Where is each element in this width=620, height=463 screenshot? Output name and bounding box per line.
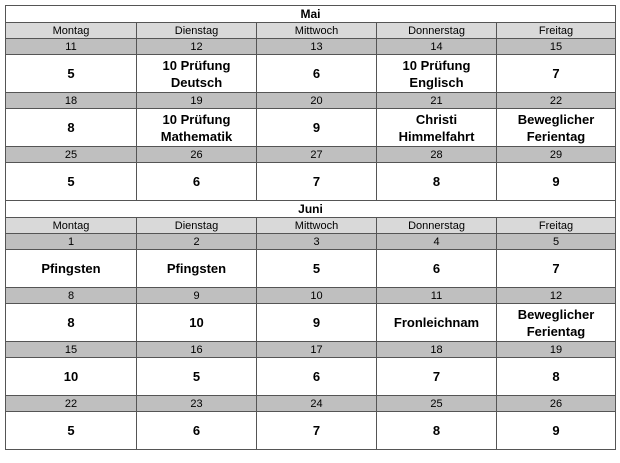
date-cell: 12 <box>497 288 616 304</box>
date-cell: 28 <box>377 147 497 163</box>
entry-cell: Fronleichnam <box>377 304 497 342</box>
date-cell: 15 <box>497 39 616 55</box>
entry-cell: 5 <box>6 412 137 450</box>
entry-cell: 10 Prüfung Mathematik <box>137 109 257 147</box>
date-cell: 19 <box>137 93 257 109</box>
weekday-header: Mittwoch <box>257 23 377 39</box>
date-cell: 18 <box>377 342 497 358</box>
date-cell: 14 <box>377 39 497 55</box>
entry-cell: 9 <box>257 109 377 147</box>
weekday-header: Montag <box>6 218 137 234</box>
entry-cell: 7 <box>257 163 377 201</box>
entry-cell: 9 <box>497 412 616 450</box>
date-cell: 10 <box>257 288 377 304</box>
entry-cell: 6 <box>257 358 377 396</box>
entry-cell: 5 <box>257 250 377 288</box>
date-cell: 18 <box>6 93 137 109</box>
date-cell: 25 <box>377 396 497 412</box>
entry-cell: 5 <box>137 358 257 396</box>
entry-cell: 9 <box>257 304 377 342</box>
date-cell: 11 <box>6 39 137 55</box>
date-cell: 29 <box>497 147 616 163</box>
entry-cell: 10 Prüfung Englisch <box>377 55 497 93</box>
entry-cell: 5 <box>6 163 137 201</box>
weekday-header: Dienstag <box>137 23 257 39</box>
date-cell: 1 <box>6 234 137 250</box>
weekday-header: Freitag <box>497 218 616 234</box>
date-cell: 12 <box>137 39 257 55</box>
date-cell: 27 <box>257 147 377 163</box>
weekday-header: Mittwoch <box>257 218 377 234</box>
entry-cell: Beweglicher Ferientag <box>497 304 616 342</box>
weekday-header: Montag <box>6 23 137 39</box>
date-cell: 15 <box>6 342 137 358</box>
timetable <box>5 5 615 450</box>
entry-cell: 7 <box>497 55 616 93</box>
date-cell: 13 <box>257 39 377 55</box>
month-june <box>6 201 616 450</box>
date-cell: 22 <box>497 93 616 109</box>
calendar-table <box>5 5 616 450</box>
entry-cell: 6 <box>137 412 257 450</box>
entry-cell: 6 <box>257 55 377 93</box>
date-cell: 17 <box>257 342 377 358</box>
date-cell: 24 <box>257 396 377 412</box>
entry-cell: Beweglicher Ferientag <box>497 109 616 147</box>
entry-cell: 7 <box>497 250 616 288</box>
entry-cell: Pfingsten <box>137 250 257 288</box>
entry-cell: 8 <box>377 412 497 450</box>
date-cell: 20 <box>257 93 377 109</box>
date-cell: 3 <box>257 234 377 250</box>
entry-cell: 8 <box>6 109 137 147</box>
date-cell: 8 <box>6 288 137 304</box>
date-cell: 21 <box>377 93 497 109</box>
date-cell: 26 <box>137 147 257 163</box>
month-title: Mai <box>6 6 616 23</box>
date-cell: 16 <box>137 342 257 358</box>
entry-cell: 6 <box>377 250 497 288</box>
date-cell: 4 <box>377 234 497 250</box>
date-cell: 19 <box>497 342 616 358</box>
date-cell: 2 <box>137 234 257 250</box>
entry-cell: 5 <box>6 55 137 93</box>
month-may <box>6 6 616 201</box>
weekday-header: Dienstag <box>137 218 257 234</box>
date-cell: 11 <box>377 288 497 304</box>
entry-cell: Pfingsten <box>6 250 137 288</box>
entry-cell: 9 <box>497 163 616 201</box>
entry-cell: 7 <box>377 358 497 396</box>
entry-cell: 10 Prüfung Deutsch <box>137 55 257 93</box>
month-title: Juni <box>6 201 616 218</box>
date-cell: 26 <box>497 396 616 412</box>
weekday-header: Donnerstag <box>377 218 497 234</box>
entry-cell: 10 <box>6 358 137 396</box>
date-cell: 5 <box>497 234 616 250</box>
date-cell: 23 <box>137 396 257 412</box>
date-cell: 22 <box>6 396 137 412</box>
entry-cell: 8 <box>6 304 137 342</box>
entry-cell: 10 <box>137 304 257 342</box>
entry-cell: 6 <box>137 163 257 201</box>
entry-cell: 7 <box>257 412 377 450</box>
weekday-header: Donnerstag <box>377 23 497 39</box>
entry-cell: 8 <box>497 358 616 396</box>
entry-cell: Christi Himmelfahrt <box>377 109 497 147</box>
entry-cell: 8 <box>377 163 497 201</box>
date-cell: 9 <box>137 288 257 304</box>
weekday-header: Freitag <box>497 23 616 39</box>
date-cell: 25 <box>6 147 137 163</box>
